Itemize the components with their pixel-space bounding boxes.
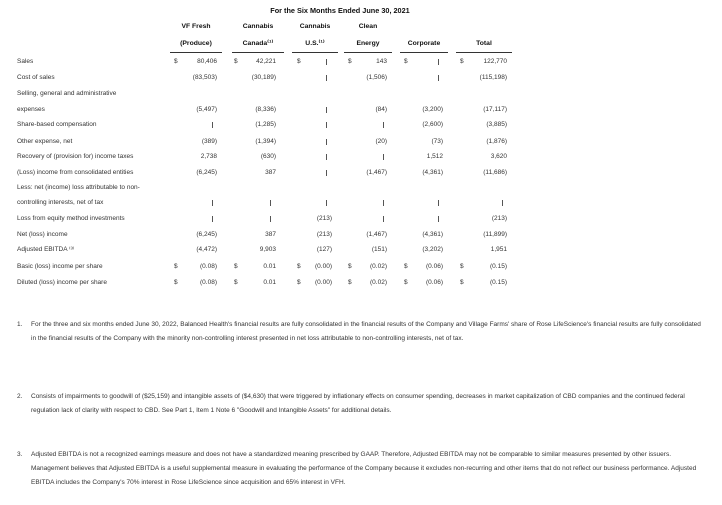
label-sga-heading: Selling, general and administrative (17, 90, 117, 97)
footnote-3-text: Adjusted EBITDA is not a recognized earnings measure and does not have a standardized meaning prescribed by GAAP. Therefore, Adjusted EBITDA may not be comparable to similar measures presented by other issuers. Management believes that Adjusted EBITDA is a useful supplemental measure in evaluating the performance of the Company because it excludes non-recurring and other items that do not reflect our business performance. Adjusted EBITDA includes the Company's 70% interest in Rose LifeScience since acquisition and 65% interest in VFH. (31, 451, 697, 486)
dash-mark (326, 139, 327, 145)
currency-symbol: $ (348, 263, 352, 270)
label-expenses: expenses (17, 106, 45, 113)
table-cell: (115,198) (479, 74, 507, 81)
header-clean-line1: Clean (358, 23, 378, 30)
header-canada-line1: Cannabis (242, 23, 274, 30)
currency-symbol: $ (297, 58, 301, 65)
label-other-expense: Other expense, net (17, 138, 73, 145)
table-cell: (4,361) (422, 231, 443, 238)
table-cell: (213) (316, 231, 332, 238)
dash-mark (326, 200, 327, 206)
table-cell: (20) (375, 138, 387, 145)
currency-symbol: $ (174, 279, 178, 286)
table-cell: (3,202) (422, 246, 443, 253)
table-cell: 0.01 (263, 279, 276, 286)
table-cell: (213) (491, 215, 507, 222)
table-cell: (0.06) (426, 263, 443, 270)
table-cell: (11,686) (483, 169, 507, 176)
table-cell: (1,506) (366, 74, 387, 81)
table-cell: (0.08) (200, 263, 217, 270)
header-canada-line2: Canada⁽¹⁾ (232, 35, 284, 53)
table-cell: 143 (376, 58, 387, 65)
dash-mark (326, 75, 327, 81)
table-cell: (630) (260, 153, 276, 160)
table-cell: (6,245) (196, 169, 217, 176)
table-cell: (0.06) (426, 279, 443, 286)
dash-mark (383, 122, 384, 128)
table-cell: (3,885) (486, 121, 507, 128)
dash-mark (212, 122, 213, 128)
dash-mark (383, 216, 384, 222)
table-cell: (0.15) (490, 263, 507, 270)
currency-symbol: $ (460, 58, 464, 65)
currency-symbol: $ (234, 58, 238, 65)
footnote-3 (17, 448, 707, 490)
table-cell: (127) (316, 246, 332, 253)
table-cell: (0.08) (200, 279, 217, 286)
table-title: For the Six Months Ended June 30, 2021 (270, 6, 410, 15)
table-cell: 9,903 (259, 246, 276, 253)
dash-mark (438, 216, 439, 222)
currency-symbol: $ (174, 263, 178, 270)
footnote-2-text: Consists of impairments to goodwill of ($25,159) and intangible assets of ($4,630) that were triggered by inflationary effects on consumer spending, decreases in market capitalization of CBD companies and the continued federal regulation lack of clarity with respect to CBD. See Part 1, Item 1 Note 6 "Goodwill and Intangible Assets" for additional details. (31, 393, 685, 414)
table-cell: 122,770 (483, 58, 507, 65)
label-cost-of-sales: Cost of sales (17, 74, 55, 81)
label-diluted-eps: Diluted (loss) income per share (17, 279, 107, 286)
header-total: Total (456, 35, 512, 53)
table-cell: (4,472) (196, 246, 217, 253)
table-cell: 1,951 (490, 246, 507, 253)
header-vf-line1: VF Fresh (181, 23, 211, 30)
dash-mark (383, 200, 384, 206)
header-us-line2: U.S.⁽¹⁾ (292, 35, 338, 53)
table-cell: 2,738 (200, 153, 217, 160)
dash-mark (438, 59, 439, 65)
footnote-2 (17, 390, 707, 418)
table-cell: (0.00) (315, 279, 332, 286)
table-cell: (17,117) (483, 106, 507, 113)
dash-mark (270, 200, 271, 206)
label-nci-line2: controlling interests, net of tax (17, 199, 104, 206)
currency-symbol: $ (460, 279, 464, 286)
label-consolidated: (Loss) income from consolidated entities (17, 169, 134, 176)
table-cell: 3,620 (490, 153, 507, 160)
currency-symbol: $ (460, 263, 464, 270)
label-basic-eps: Basic (loss) income per share (17, 263, 103, 270)
table-cell: 42,221 (256, 58, 276, 65)
currency-symbol: $ (297, 263, 301, 270)
table-cell: 0.01 (263, 263, 276, 270)
table-cell: (11,899) (483, 231, 507, 238)
table-cell: (84) (375, 106, 387, 113)
table-cell: (1,876) (486, 138, 507, 145)
label-nci-line1: Less: net (income) loss attributable to non- (17, 184, 140, 191)
table-cell: (8,336) (255, 106, 276, 113)
table-cell: (151) (371, 246, 387, 253)
table-cell: 80,406 (197, 58, 217, 65)
dash-mark (326, 122, 327, 128)
currency-symbol: $ (404, 263, 408, 270)
table-cell: (0.15) (490, 279, 507, 286)
table-cell: (2,600) (422, 121, 443, 128)
dash-mark (383, 154, 384, 160)
table-cell: 387 (265, 169, 276, 176)
label-ebitda: Adjusted EBITDA ⁽³⁾ (17, 246, 75, 253)
dash-mark (212, 200, 213, 206)
table-cell: (5,497) (196, 106, 217, 113)
table-cell: (1,285) (255, 121, 276, 128)
dash-mark (438, 200, 439, 206)
table-cell: (6,245) (196, 231, 217, 238)
table-cell: (30,189) (251, 74, 276, 81)
table-cell: (4,361) (422, 169, 443, 176)
dash-mark (438, 75, 439, 81)
header-vf-line2: (Produce) (170, 35, 222, 53)
currency-symbol: $ (174, 58, 178, 65)
header-clean-line2: Energy (344, 35, 392, 53)
table-cell: (1,394) (255, 138, 276, 145)
footnote-2-number: 2. (17, 393, 23, 400)
label-equity-method: Loss from equity method investments (17, 215, 125, 222)
table-cell: (213) (316, 215, 332, 222)
dash-mark (326, 107, 327, 113)
table-cell: (3,200) (422, 106, 443, 113)
dash-mark (502, 200, 503, 206)
table-cell: (1,467) (366, 231, 387, 238)
dash-mark (326, 59, 327, 65)
currency-symbol: $ (348, 279, 352, 286)
currency-symbol: $ (404, 279, 408, 286)
footnote-1-text: For the three and six months ended June 30, 2022, Balanced Health's financial results are fully consolidated in the financial results of the Company and Village Farms' share of Rose LifeScience's financial results are fully consolidated in the financial results of the Company with the minority non-controlling interest presented in net loss attributable to non-controlling interests, net of tax. (31, 321, 701, 342)
footnote-1 (17, 318, 707, 346)
currency-symbol: $ (234, 263, 238, 270)
currency-symbol: $ (348, 58, 352, 65)
table-cell: (73) (431, 138, 443, 145)
currency-symbol: $ (404, 58, 408, 65)
table-cell: (1,467) (366, 169, 387, 176)
dash-mark (326, 154, 327, 160)
dash-mark (326, 170, 327, 176)
table-cell: (83,503) (192, 74, 217, 81)
label-share-based: Share-based compensation (17, 121, 97, 128)
footnote-3-number: 3. (17, 451, 23, 458)
header-corporate: Corporate (400, 35, 448, 53)
dash-mark (270, 216, 271, 222)
table-cell: 387 (265, 231, 276, 238)
currency-symbol: $ (297, 279, 301, 286)
header-us-line1: Cannabis (299, 23, 331, 30)
table-cell: (0.02) (370, 279, 387, 286)
table-cell: (0.00) (315, 263, 332, 270)
table-cell: 1,512 (426, 153, 443, 160)
label-net-income: Net (loss) income (17, 231, 68, 238)
currency-symbol: $ (234, 279, 238, 286)
dash-mark (212, 216, 213, 222)
label-tax: Recovery of (provision for) income taxes (17, 153, 134, 160)
table-cell: (389) (201, 138, 217, 145)
footnote-1-number: 1. (17, 321, 23, 328)
label-sales: Sales (17, 58, 34, 65)
table-cell: (0.02) (370, 263, 387, 270)
